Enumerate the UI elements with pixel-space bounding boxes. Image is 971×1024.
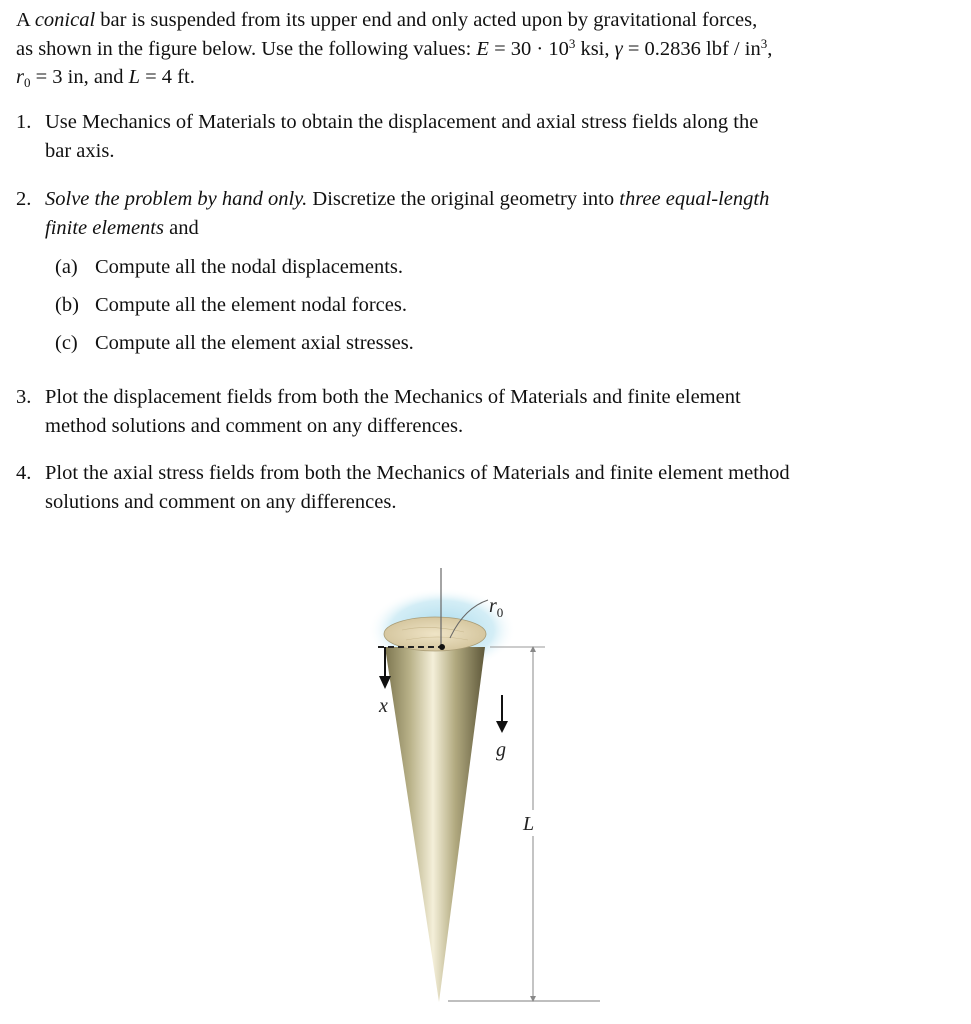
x-label: x — [379, 695, 388, 717]
subitem-c: (c) Compute all the element axial stresses. — [55, 332, 414, 354]
item-text-line: Use Mechanics of Materials to obtain the displacement and axial stress fields along the — [45, 111, 759, 133]
cone-top-face — [384, 617, 486, 651]
problem-intro — [16, 6, 936, 92]
conical-bar-figure — [360, 560, 620, 1010]
cone-body — [385, 647, 485, 1002]
item-number: 3. — [16, 386, 32, 408]
item-number: 4. — [16, 462, 32, 484]
item-number: 1. — [16, 111, 32, 133]
question-3 — [16, 383, 936, 440]
g-label: g — [496, 739, 506, 761]
intro-line-2: as shown in the figure below. Use the following values: $E = 30 \cdot 10^3$ ksi, γ = 0.2836 lbf / $in^3$, — [16, 35, 773, 60]
intro-line-3: $r_0 = 3$ in, and L = 4 ft. — [16, 66, 195, 90]
item-text-line: Plot the axial stress fields from both the Mechanics of Materials and finite element method — [45, 462, 790, 484]
subitem-b: (b) Compute all the element nodal forces. — [55, 294, 407, 316]
r0-label: $r_0$ — [489, 595, 504, 620]
L-label: L — [523, 813, 535, 835]
item-text-line: Solve the problem by hand only. Discretize the original geometry into three equal-length — [45, 188, 770, 210]
question-1 — [16, 108, 936, 165]
intro-line-1: A conical bar is suspended from its upper end and only acted upon by gravitational forces, — [16, 9, 758, 31]
x-arrow-head — [379, 676, 391, 689]
center-point — [439, 644, 445, 650]
conical-emphasis: conical — [34, 9, 96, 31]
g-arrow-head — [496, 721, 508, 733]
item-text-line: bar axis. — [45, 139, 115, 162]
question-2 — [16, 185, 936, 242]
item-text-line: method solutions and comment on any differences. — [45, 414, 464, 437]
item-text-line: solutions and comment on any differences. — [45, 490, 397, 513]
subitem-a: (a) Compute all the nodal displacements. — [55, 256, 404, 278]
question-4 — [16, 459, 936, 516]
item-text-line: Plot the displacement fields from both the Mechanics of Materials and finite element — [45, 386, 741, 408]
item-number: 2. — [16, 188, 32, 210]
item-text-line: finite elements and — [45, 216, 199, 239]
